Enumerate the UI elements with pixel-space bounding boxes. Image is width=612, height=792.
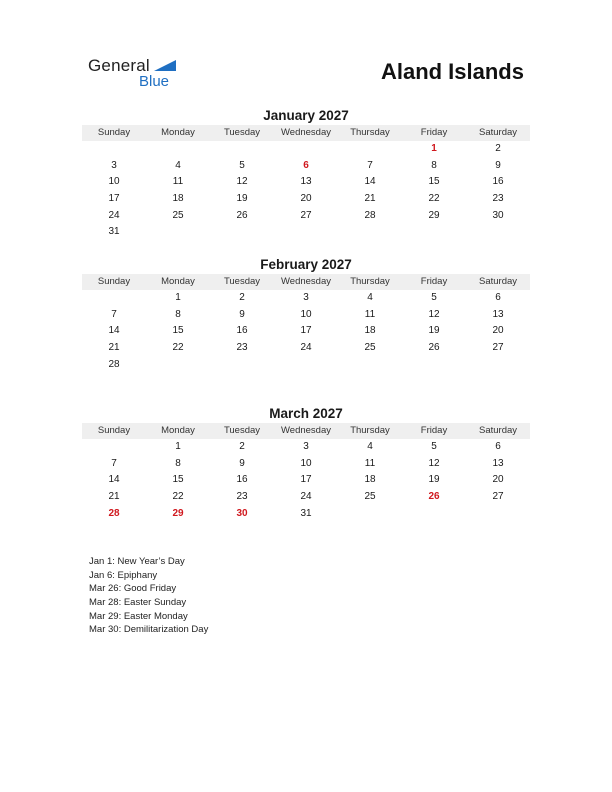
date-cell — [82, 290, 146, 307]
date-cell: 10 — [300, 457, 312, 469]
date-cell — [466, 506, 530, 523]
weekday-label: Thursday — [350, 127, 390, 138]
date-cell: 16 — [492, 176, 504, 188]
date-cell — [146, 224, 210, 241]
week-row — [82, 158, 530, 175]
date-cell: 24 — [108, 209, 120, 221]
date-cell: 22 — [172, 491, 184, 503]
date-cell: 20 — [492, 474, 504, 486]
date-cell: 23 — [236, 342, 248, 354]
date-cell: 16 — [236, 325, 248, 337]
date-cell: 5 — [431, 441, 437, 452]
date-cell: 7 — [367, 159, 373, 171]
logo-word-blue: Blue — [139, 73, 170, 90]
date-cell: 16 — [236, 474, 248, 486]
week-row — [82, 174, 530, 191]
month-block — [82, 107, 530, 241]
date-cell: 25 — [172, 209, 184, 221]
week-row — [82, 439, 530, 456]
weekday-label: Tuesday — [223, 127, 261, 138]
week-row — [82, 141, 530, 158]
date-cell: 1 — [175, 441, 181, 452]
date-cell — [338, 506, 402, 523]
date-cell: 7 — [111, 457, 117, 469]
week-row — [82, 290, 530, 307]
date-cell — [274, 224, 338, 241]
date-cell: 7 — [111, 308, 117, 320]
weekday-header-row — [82, 274, 530, 290]
date-cell — [82, 141, 146, 158]
date-cell — [338, 357, 402, 374]
date-cell: 10 — [108, 176, 120, 188]
date-cell: 1 — [175, 292, 181, 303]
date-cell: 4 — [367, 292, 373, 303]
date-cell: 15 — [172, 325, 184, 337]
date-cell: 11 — [172, 176, 184, 188]
week-row — [82, 489, 530, 506]
date-cell: 5 — [239, 159, 245, 171]
date-cell: 18 — [172, 193, 184, 205]
date-cell: 30 — [492, 209, 504, 221]
weekday-label: Saturday — [478, 276, 518, 287]
weekday-label: Wednesday — [281, 276, 331, 287]
date-cell: 21 — [108, 491, 120, 503]
date-cell: 2 — [239, 441, 245, 452]
date-cell: 24 — [300, 342, 312, 354]
date-cell: 28 — [108, 358, 120, 370]
date-cell: 3 — [303, 441, 309, 452]
date-cell: 13 — [492, 457, 504, 469]
date-cell: 19 — [236, 193, 248, 205]
weekday-header-row — [82, 423, 530, 439]
date-cell: 4 — [367, 441, 373, 452]
week-row — [82, 208, 530, 225]
weekday-label: Friday — [420, 425, 448, 436]
date-cell: 13 — [492, 308, 504, 320]
date-cell — [338, 224, 402, 241]
week-row — [82, 224, 530, 241]
weekday-label: Saturday — [478, 127, 518, 138]
date-cell: 6 — [495, 441, 501, 452]
date-cell: 11 — [364, 308, 376, 320]
week-row — [82, 506, 530, 523]
date-cell: 31 — [300, 507, 312, 519]
holiday-list-item: Jan 1: New Year’s Day — [89, 556, 185, 567]
date-cell: 3 — [111, 159, 117, 171]
date-cell: 5 — [431, 292, 437, 303]
date-cell — [466, 224, 530, 241]
holiday-list — [89, 555, 208, 637]
date-cell: 18 — [364, 474, 376, 486]
holiday-date-cell: 28 — [108, 507, 120, 519]
month-title: January 2027 — [263, 108, 349, 123]
date-cell — [402, 224, 466, 241]
holiday-list-item: Jan 6: Epiphany — [89, 569, 158, 581]
weekday-label: Tuesday — [223, 276, 261, 287]
holiday-date-cell: 1 — [431, 143, 437, 154]
week-row — [82, 340, 530, 357]
date-cell — [402, 357, 466, 374]
date-cell: 2 — [239, 292, 245, 303]
date-cell — [274, 141, 338, 158]
weekday-label: Thursday — [350, 276, 390, 287]
week-row — [82, 323, 530, 340]
date-cell: 8 — [175, 308, 181, 320]
date-cell — [146, 141, 210, 158]
date-cell: 15 — [428, 176, 440, 188]
holiday-list-item: Mar 29: Easter Monday — [89, 610, 188, 622]
date-cell: 22 — [172, 342, 184, 354]
date-cell: 17 — [300, 474, 312, 486]
date-cell — [210, 224, 274, 241]
date-cell: 9 — [239, 308, 245, 320]
date-cell — [210, 357, 274, 374]
date-cell: 15 — [172, 474, 184, 486]
weekday-label: Saturday — [478, 425, 518, 436]
country-title: Aland Islands — [380, 59, 524, 84]
logo-triangle-icon — [154, 60, 176, 71]
date-cell: 26 — [236, 209, 248, 221]
date-cell: 19 — [428, 325, 440, 337]
weekday-label: Tuesday — [223, 425, 261, 436]
date-cell: 22 — [428, 193, 440, 205]
generalblue-logo — [88, 56, 188, 92]
week-row — [82, 191, 530, 208]
date-cell — [402, 506, 466, 523]
date-cell: 3 — [303, 292, 309, 303]
date-cell: 20 — [492, 325, 504, 337]
date-cell: 26 — [428, 342, 440, 354]
date-cell: 4 — [175, 159, 181, 171]
weekday-label: Wednesday — [281, 127, 331, 138]
week-row — [82, 357, 530, 374]
week-row — [82, 307, 530, 324]
date-cell: 31 — [108, 226, 120, 238]
date-cell: 14 — [364, 176, 376, 188]
date-cell: 17 — [108, 193, 120, 205]
weekday-label: Sunday — [97, 425, 131, 436]
date-cell: 8 — [175, 457, 181, 469]
holiday-list-item: Mar 28: Easter Sunday — [89, 597, 187, 609]
weekday-label: Friday — [420, 276, 448, 287]
date-cell — [146, 357, 210, 374]
date-cell: 27 — [300, 209, 312, 221]
date-cell: 23 — [492, 193, 504, 205]
date-cell — [338, 141, 402, 158]
date-cell: 23 — [236, 491, 248, 503]
date-cell: 12 — [428, 308, 440, 320]
holiday-date-cell: 26 — [428, 491, 440, 503]
date-cell: 29 — [428, 209, 440, 221]
date-cell: 9 — [239, 457, 245, 469]
date-cell: 17 — [300, 325, 312, 337]
date-cell: 21 — [108, 342, 120, 354]
date-cell: 2 — [495, 143, 501, 154]
date-cell: 18 — [364, 325, 376, 337]
weekday-label: Monday — [161, 127, 195, 138]
holiday-date-cell: 6 — [303, 159, 309, 171]
weekday-label: Friday — [420, 127, 448, 138]
date-cell: 10 — [300, 308, 312, 320]
holiday-list-item: Mar 30: Demilitarization Day — [89, 624, 209, 636]
date-cell: 27 — [492, 342, 504, 354]
weekday-label: Monday — [161, 276, 195, 287]
date-cell: 25 — [364, 491, 376, 503]
week-row — [82, 456, 530, 473]
date-cell: 20 — [300, 193, 312, 205]
date-cell — [210, 141, 274, 158]
date-cell: 24 — [300, 491, 312, 503]
month-block — [82, 405, 530, 522]
month-block — [82, 256, 530, 373]
date-cell: 13 — [300, 176, 312, 188]
weekday-label: Wednesday — [281, 425, 331, 436]
date-cell: 21 — [364, 193, 376, 205]
date-cell: 27 — [492, 491, 504, 503]
month-title: March 2027 — [269, 406, 343, 421]
date-cell: 9 — [495, 159, 501, 171]
date-cell — [82, 439, 146, 456]
date-cell — [466, 357, 530, 374]
weekday-header-row — [82, 125, 530, 141]
date-cell: 19 — [428, 474, 440, 486]
week-row — [82, 472, 530, 489]
holiday-date-cell: 30 — [236, 507, 248, 519]
date-cell — [274, 357, 338, 374]
date-cell: 8 — [431, 159, 437, 171]
holiday-list-item: Mar 26: Good Friday — [89, 583, 177, 595]
logo-word-general: General — [88, 56, 150, 75]
weekday-label: Monday — [161, 425, 195, 436]
date-cell: 11 — [364, 457, 376, 469]
date-cell: 14 — [108, 325, 120, 337]
weekday-label: Thursday — [350, 425, 390, 436]
weekday-label: Sunday — [97, 276, 131, 287]
month-title: February 2027 — [260, 257, 352, 272]
date-cell: 6 — [495, 292, 501, 303]
date-cell: 14 — [108, 474, 120, 486]
date-cell: 12 — [428, 457, 440, 469]
holiday-date-cell: 29 — [172, 507, 184, 519]
date-cell: 28 — [364, 209, 376, 221]
date-cell: 12 — [236, 176, 248, 188]
weekday-label: Sunday — [97, 127, 131, 138]
date-cell: 25 — [364, 342, 376, 354]
